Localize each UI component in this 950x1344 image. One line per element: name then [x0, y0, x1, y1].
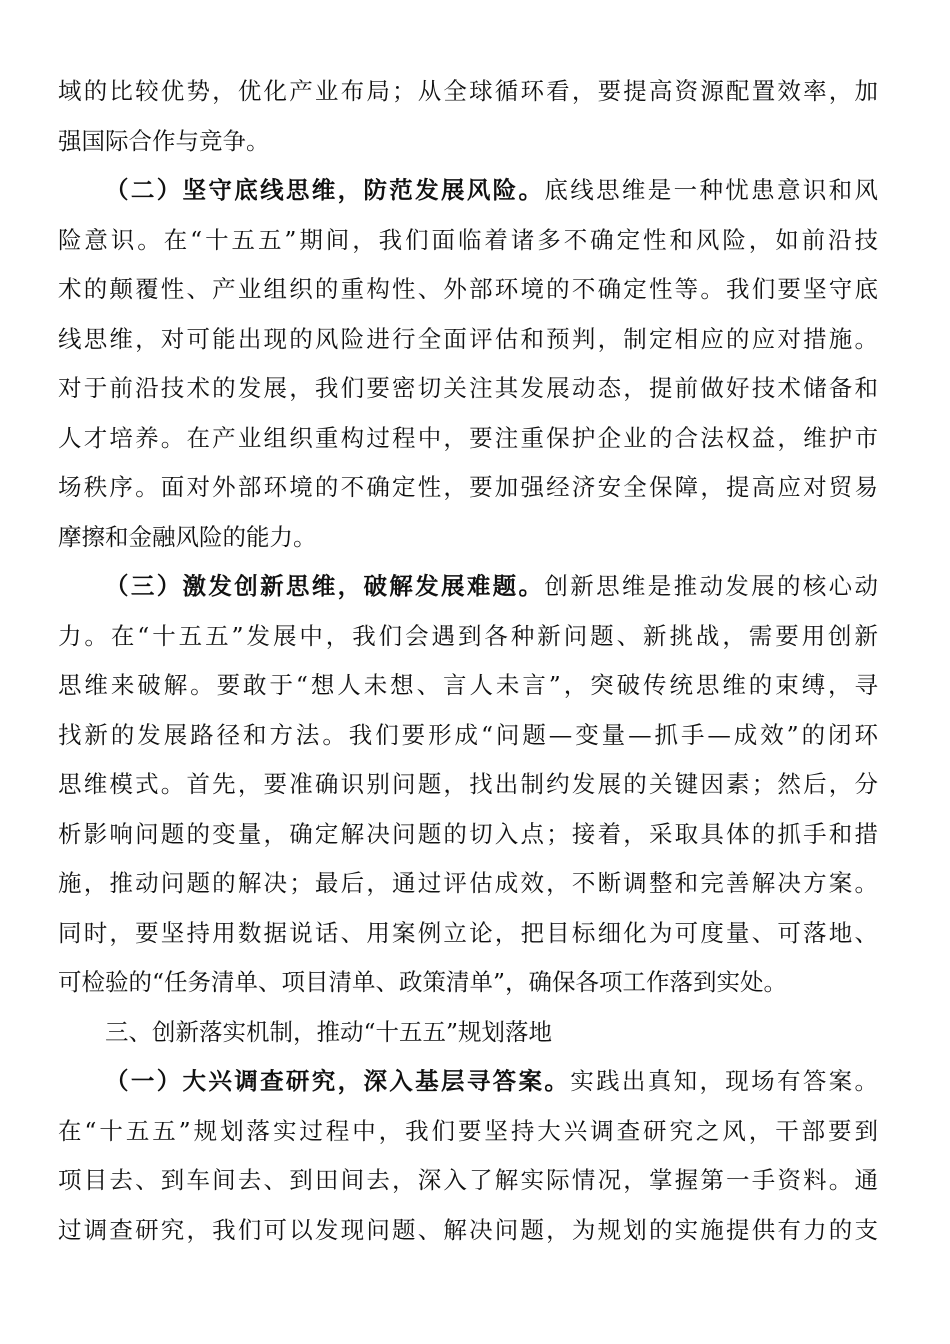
- text-line: 域的比较优势，优化产业布局；从全球循环看，要提高资源配置效率，加: [58, 77, 878, 105]
- text-line: 找新的发展路径和方法。我们要形成“问题—变量—抓手—成效”的闭环: [58, 720, 878, 749]
- text-line: 强国际合作与竞争。: [58, 126, 270, 155]
- subheading-bold: （一）大兴调查研究，深入基层寻答案。: [105, 1067, 571, 1095]
- text-line: 险意识。在“十五五”期间，我们面临着诸多不确定性和风险，如前沿技: [58, 225, 878, 254]
- body-text: [58, 67, 878, 1255]
- text-line: 项目去、到车间去、到田间去，深入了解实际情况，掌握第一手资料。通: [58, 1166, 878, 1194]
- subheading-line: （一）大兴调查研究，深入基层寻答案。实践出真知，现场有答案。: [105, 1067, 878, 1095]
- text-line: 力。在“十五五”发展中，我们会遇到各种新问题、新挑战，需要用创新: [58, 621, 878, 650]
- text-line: 可检验的“任务清单、项目清单、政策清单”，确保各项工作落到实处。: [58, 968, 788, 996]
- subheading-bold: （二）坚守底线思维，防范发展风险。: [105, 176, 545, 204]
- text-line: 人才培养。在产业组织重构过程中，要注重保护企业的合法权益，维护市: [58, 423, 878, 452]
- text-line: 对于前沿技术的发展，我们要密切关注其发展动态，提前做好技术储备和: [58, 374, 878, 402]
- subheading-bold: （三）激发创新思维，破解发展难题。: [105, 572, 545, 600]
- text-line: 场秩序。面对外部环境的不确定性，要加强经济安全保障，提高应对贸易: [58, 473, 878, 501]
- text-line: 过调查研究，我们可以发现问题、解决问题，为规划的实施提供有力的支: [58, 1215, 878, 1244]
- text-line: 思维来破解。要敢于“想人未想、言人未言”，突破传统思维的束缚，寻: [58, 671, 878, 699]
- text-line: 析影响问题的变量，确定解决问题的切入点；接着，采取具体的抓手和措: [58, 819, 878, 848]
- subheading-line: （三）激发创新思维，破解发展难题。创新思维是推动发展的核心动: [105, 572, 878, 600]
- text-line: 同时，要坚持用数据说话、用案例立论，把目标细化为可度量、可落地、: [58, 918, 878, 947]
- text-line: 施，推动问题的解决；最后，通过评估成效，不断调整和完善解决方案。: [58, 869, 878, 897]
- text-line: 线思维，对可能出现的风险进行全面评估和预判，制定相应的应对措施。: [58, 324, 878, 353]
- text-line: 思维模式。首先，要准确识别问题，找出制约发展的关键因素；然后，分: [58, 770, 878, 798]
- text-line: 术的颠覆性、产业组织的重构性、外部环境的不确定性等。我们要坚守底: [58, 275, 878, 303]
- section-heading: 三、创新落实机制，推动“十五五”规划落地: [105, 1017, 553, 1046]
- subheading-line: （二）坚守底线思维，防范发展风险。底线思维是一种忧患意识和风: [105, 176, 878, 204]
- text-line: 摩擦和金融风险的能力。: [58, 522, 317, 551]
- text-line: 在“十五五”规划落实过程中，我们要坚持大兴调查研究之风，干部要到: [58, 1116, 878, 1145]
